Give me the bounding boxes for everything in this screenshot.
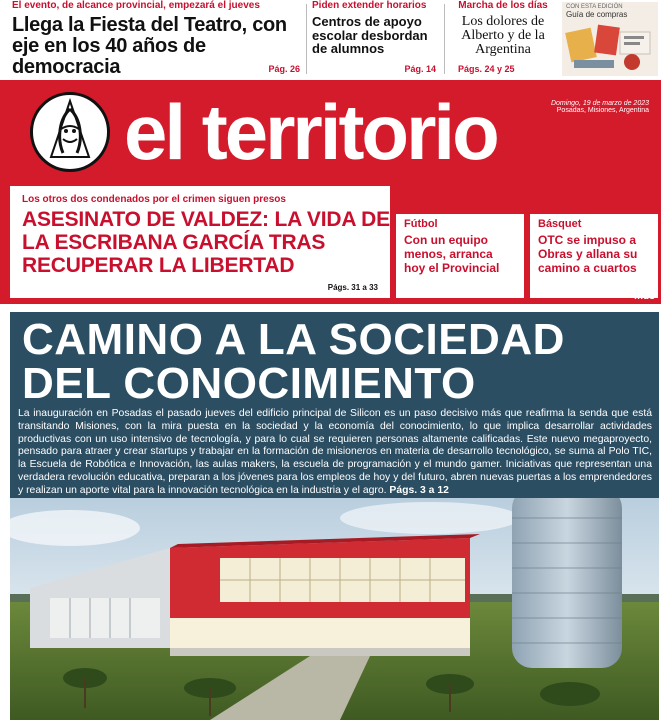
cover-headline: CAMINO A LA SOCIEDAD DEL CONOCIMIENTO bbox=[22, 315, 565, 408]
masthead bbox=[0, 80, 661, 186]
guide-edition-note: CON ESTA EDICIÓN bbox=[566, 4, 623, 10]
side-story-football[interactable] bbox=[396, 214, 524, 298]
edition-date: Domingo, 19 de marzo de 2023 bbox=[550, 100, 649, 107]
teaser-kicker: Marcha de los días bbox=[458, 0, 548, 11]
teaser-headline: Los dolores de Alberto y de la Argentina bbox=[461, 14, 545, 57]
brand-wordmark[interactable]: el territorio bbox=[124, 88, 497, 176]
teaser-headline: Centros de apoyo escolar desbordan de alumnos bbox=[312, 14, 428, 57]
teaser-page: Pág. 26 bbox=[268, 64, 300, 74]
teaser-kicker: Piden extender horarios bbox=[312, 0, 427, 11]
guide-title: Guía de compras bbox=[566, 10, 628, 19]
teaser-opinion[interactable] bbox=[448, 0, 558, 80]
dateline bbox=[551, 100, 649, 114]
cover-story[interactable] bbox=[10, 312, 659, 720]
teaser-page: Pág. 14 bbox=[404, 64, 436, 74]
teaser-page: Págs. 24 y 25 bbox=[458, 64, 515, 74]
news-band bbox=[0, 186, 661, 304]
lead-page: Págs. 31 a 33 bbox=[327, 283, 378, 292]
side-headline: OTC se impuso a Obras y allana su camino a cuartos bbox=[538, 233, 638, 275]
edition-place: Posadas, Misiones, Argentina bbox=[556, 107, 649, 114]
shopping-guide-insert[interactable] bbox=[562, 2, 658, 76]
lead-kicker: Los otros dos condenados por el crimen siguen presos bbox=[22, 194, 286, 205]
divider bbox=[444, 4, 445, 74]
teaser-school[interactable] bbox=[312, 0, 440, 80]
side-section: Fútbol bbox=[404, 218, 438, 230]
side-story-basketball[interactable] bbox=[530, 214, 658, 298]
mds-logo: mds bbox=[634, 291, 655, 302]
teaser-strip bbox=[0, 0, 661, 80]
cover-body-text: La inauguración en Posadas el pasado jueves del edificio principal de Silicon es un paso decisivo más que reafirma la senda que está transitando Misiones, con la mira puesta en la sociedad y la economía del conocimiento, lo que implica desarrollar actividades productivas con un uso intensivo de tecnología, y para lo cual se requieren personas altamente calificadas. Este nuevo megaproyecto, pensado para atraer y crear startups y trabajar en la formación de misioneros en materia de desarrollo tecnológico, se suma al Polo TIC, la Escuela de Robótica e Innovación, las aulas makers, la escuela de programación y el mundo gamer. Iniciativas que representan una verdadera revolución educativa, preparan a los jóvenes para los empleos de hoy y del futuro, abren nuevas puertas a los emprendedores y realizan un aporte vital para la innovación tecnológica en la industria y el agro. bbox=[18, 408, 652, 496]
teaser-theatre[interactable] bbox=[12, 0, 304, 80]
cover-pages: Págs. 3 a 12 bbox=[389, 484, 449, 496]
guide-illustration bbox=[562, 22, 658, 76]
silicon-building-photo bbox=[10, 498, 659, 720]
lead-headline: ASESINATO DE VALDEZ: LA VIDA DE LA ESCRIBANA GARCÍA TRAS RECUPERAR LA LIBERTAD bbox=[22, 208, 390, 277]
teaser-kicker: El evento, de alcance provincial, empezará el jueves bbox=[12, 0, 260, 11]
divider bbox=[306, 4, 307, 74]
side-section: Básquet bbox=[538, 218, 582, 230]
cover-body bbox=[18, 408, 652, 498]
lead-story[interactable] bbox=[10, 186, 390, 298]
teaser-headline: Llega la Fiesta del Teatro, con eje en los 40 años de democracia bbox=[12, 14, 287, 78]
logo-emblem-icon bbox=[30, 92, 110, 172]
side-headline: Con un equipo menos, arranca hoy el Provincial bbox=[404, 233, 500, 275]
